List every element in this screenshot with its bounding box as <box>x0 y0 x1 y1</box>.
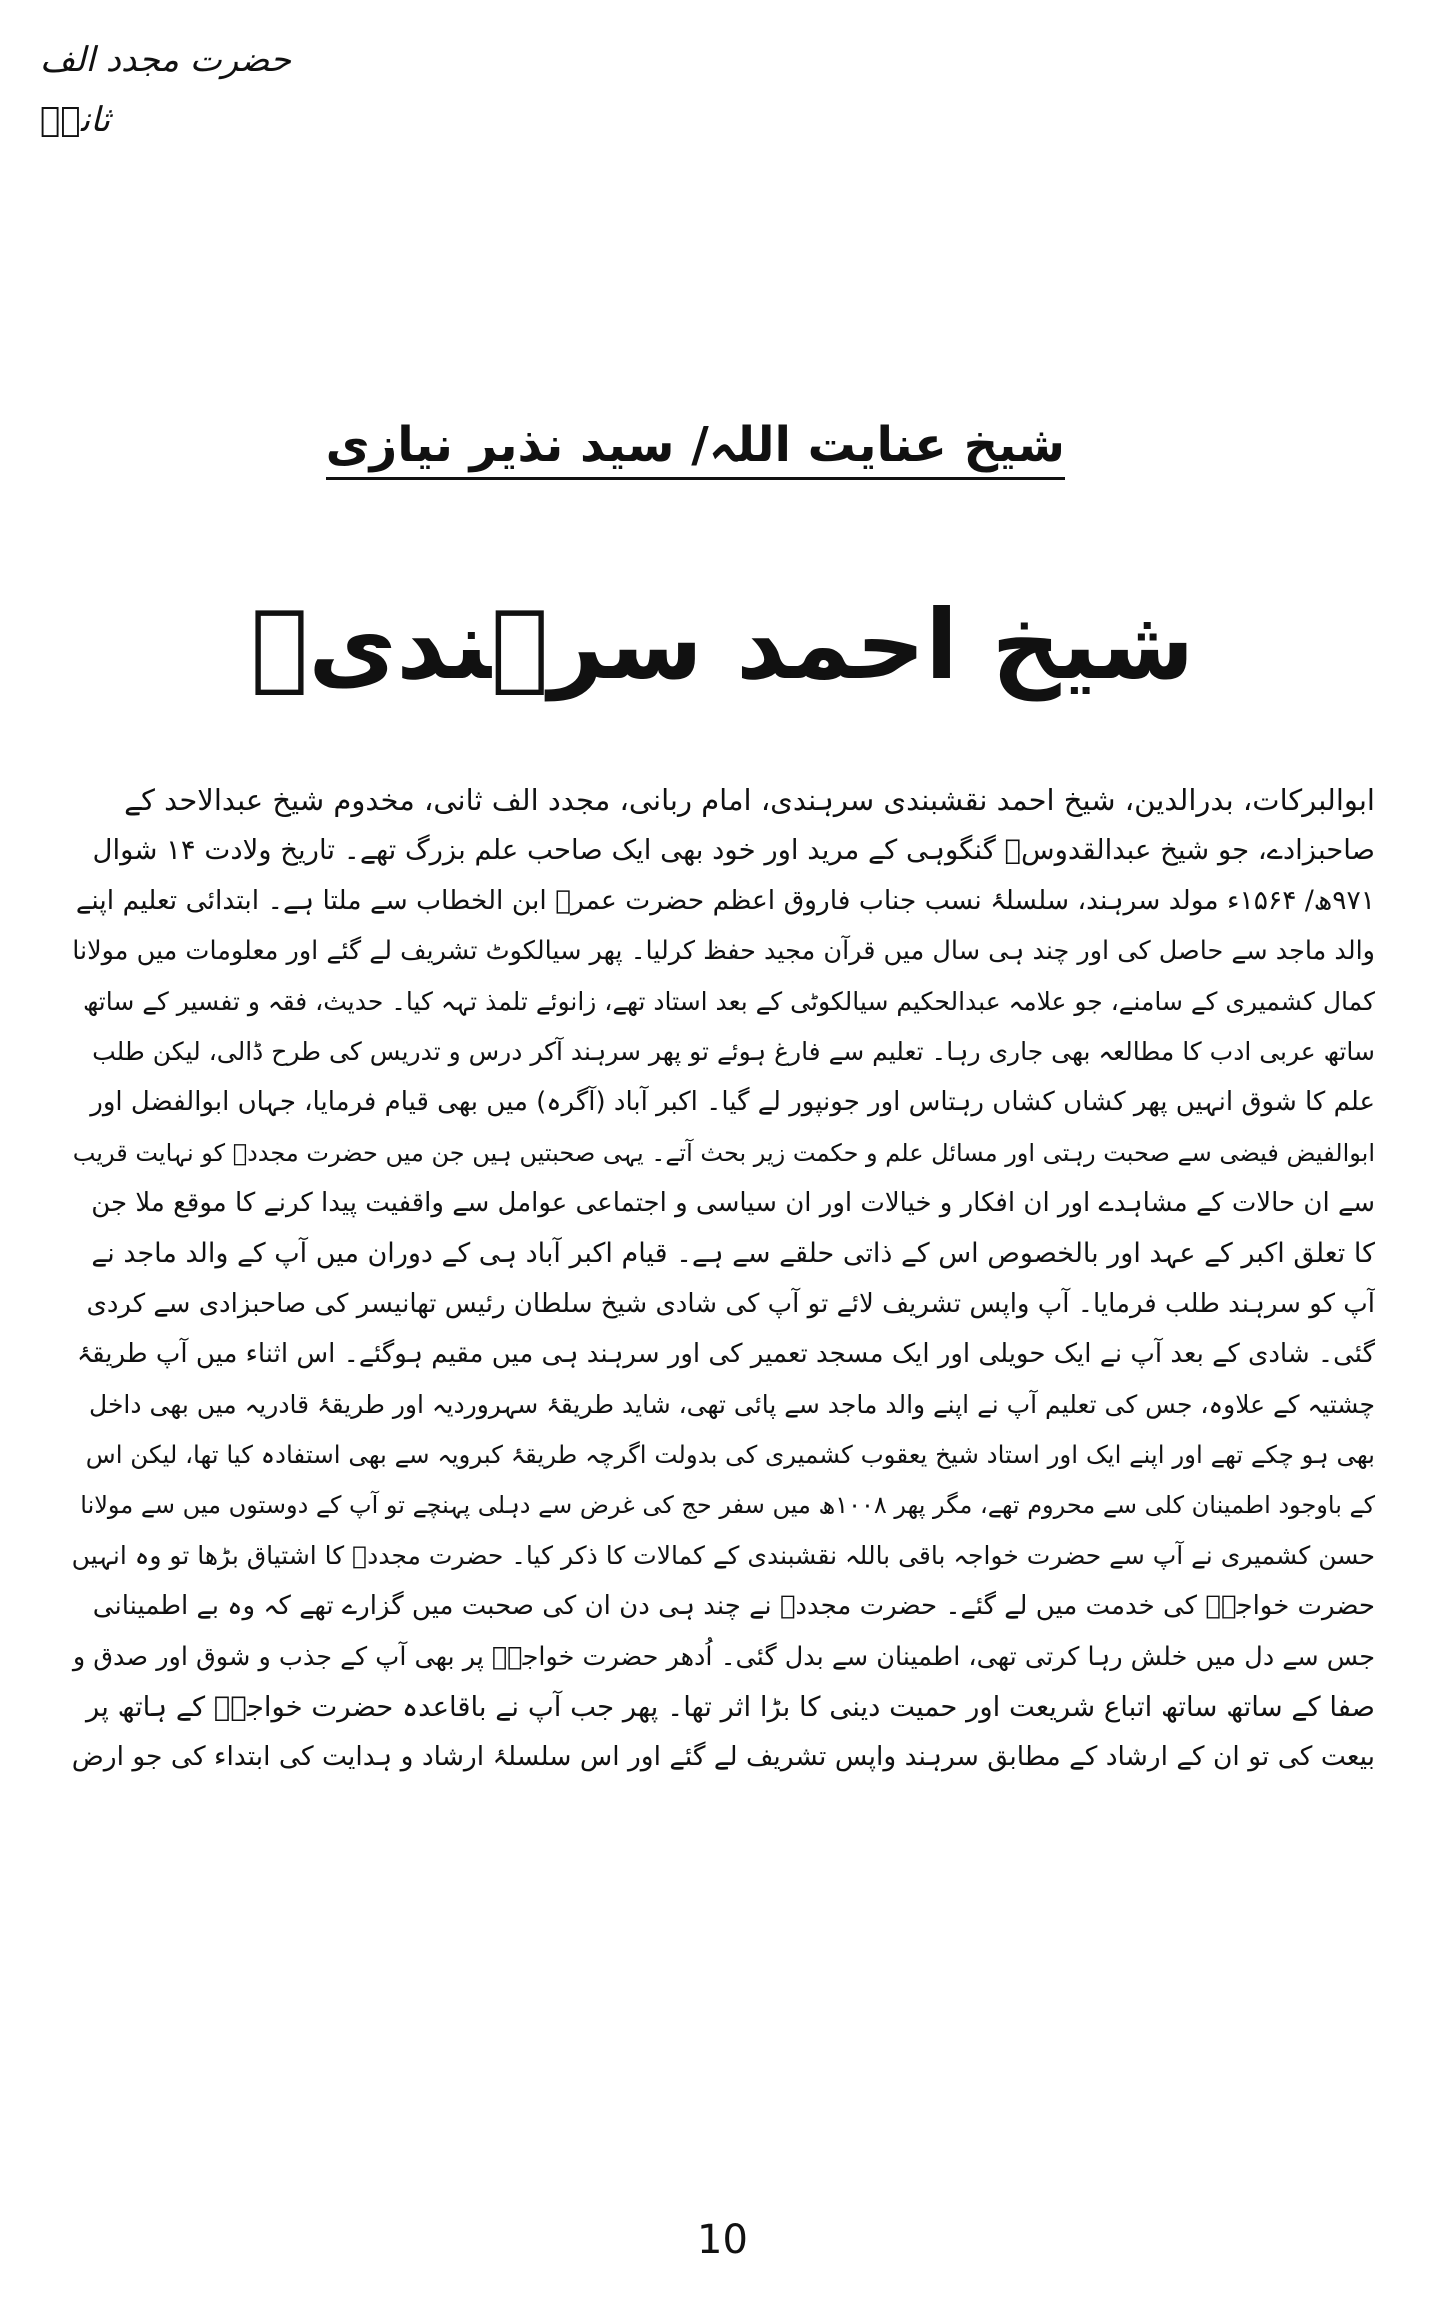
body-line: چشتیہ کے علاوہ، جس کی تعلیم آپ نے اپنے والد ماجد سے پائی تھی، شاید طریقۂ سہروردیہ اور طریقۂ قادریہ میں بھی داخل <box>89 1389 1375 1419</box>
body-line: سے ان حالات کے مشاہدے اور ان افکار و خیالات اور ان سیاسی و اجتماعی عوامل سے واقفیت پیدا کرنے کا موقع ملا جن <box>91 1188 1375 1219</box>
body-line: صاحبزادے، جو شیخ عبدالقدوسؒ گنگوہی کے مرید اور خود بھی ایک صاحب علم بزرگ تھے۔ تاریخ ولادت ۱۴ شوال <box>92 834 1375 867</box>
body-line: والد ماجد سے حاصل کی اور چند ہی سال میں قرآن مجید حفظ کرلیا۔ پھر سیالکوٹ تشریف لے گئے اور معلومات میں مولانا <box>72 936 1375 967</box>
body-line: ساتھ عربی ادب کا مطالعہ بھی جاری رہا۔ تعلیم سے فارغ ہوئے تو پھر سرہند آکر درس و تدریس کی طرح ڈالی، لیکن طلب <box>92 1036 1375 1066</box>
article-title: شیخ احمد سرہندیؒ <box>250 589 1195 701</box>
body-line: ابوالبرکات، بدرالدین، شیخ احمد نقشبندی سرہندی، امام ربانی، مجدد الف ثانی، مخدوم شیخ عبدالاحد کے <box>124 783 1375 817</box>
author-names: شیخ عنایت اللہ/ سید نذیر نیازی <box>326 417 1065 480</box>
body-line: حضرت خواجہؒ کی خدمت میں لے گئے۔ حضرت مجددؒ نے چند ہی دن ان کی صحبت میں گزارے تھے کہ وہ بے اطمینانی <box>92 1591 1375 1622</box>
body-line: کمال کشمیری کے سامنے، جو علامہ عبدالحکیم سیالکوٹی کے بعد استاد تھے، زانوئے تلمذ تہہ کیا۔ حدیث، فقہ و تفسیر کے ساتھ <box>82 986 1375 1016</box>
body-line: بیعت کی تو ان کے ارشاد کے مطابق سرہند واپس تشریف لے گئے اور اس سلسلۂ ارشاد و ہدایت کی ابتداء کی جو ارض <box>71 1741 1375 1773</box>
body-line: کے باوجود اطمینان کلی سے محروم تھے، مگر پھر ۱۰۰۸ھ میں سفر حج کی غرض سے دہلی پہنچے تو آپ کے دوستوں میں سے مولانا <box>80 1491 1375 1520</box>
body-line: جس سے دل میں خلش رہا کرتی تھی، اطمینان سے بدل گئی۔ اُدھر حضرت خواجہؒ پر بھی آپ کے جذب و شوق اور صدق و <box>72 1641 1375 1672</box>
body-line: کا تعلق اکبر کے عہد اور بالخصوص اس کے ذاتی حلقے سے ہے۔ قیام اکبر آباد ہی کے دوران میں آپ کے والد ماجد نے <box>91 1237 1375 1269</box>
body-text <box>70 775 1375 1783</box>
author-line <box>326 405 1065 485</box>
body-line: گئی۔ شادی کے بعد آپ نے ایک حویلی اور ایک مسجد تعمیر کی اور سرہند ہی میں مقیم ہوگئے۔ اس اثناء میں آپ طریقۂ <box>76 1339 1375 1370</box>
body-line: آپ کو سرہند طلب فرمایا۔ آپ واپس تشریف لائے تو آپ کی شادی شیخ سلطان رئیس تھانیسر کی صاحبزادی سے کردی <box>86 1288 1375 1319</box>
body-line: ۹۷۱ھ/ ۱۵۶۴ء مولد سرہند، سلسلۂ نسب جناب فاروق اعظم حضرت عمرؓ ابن الخطاب سے ملتا ہے۔ ابتدائی تعلیم اپنے <box>75 884 1375 916</box>
body-line: ابوالفیض فیضی سے صحبت رہتی اور مسائل علم و حکمت زیر بحث آتے۔ یہی صحبتیں ہیں جن میں حضرت مجددؒ کو نہایت قریب <box>72 1138 1375 1167</box>
body-line: حسن کشمیری نے آپ سے حضرت خواجہ باقی باللہ نقشبندی کے کمالات کا ذکر کیا۔ حضرت مجددؒ کا اشتیاق بڑھا تو وہ انہیں <box>71 1540 1375 1570</box>
running-header: حضرت مجدد الف ثانیؒ <box>40 40 292 140</box>
body-line: صفا کے ساتھ ساتھ اتباع شریعت اور حمیت دینی کا بڑا اثر تھا۔ پھر جب آپ نے باقاعدہ حضرت خواجہؒ کے ہاتھ پر <box>86 1691 1375 1724</box>
page-number: 10 <box>697 2217 748 2263</box>
body-line: بھی ہو چکے تھے اور اپنے ایک اور استاد شیخ یعقوب کشمیری کی بدولت اگرچہ طریقۂ کبرویہ سے بھی استفادہ کیا تھا، لیکن اس <box>85 1440 1375 1470</box>
body-line: علم کا شوق انہیں پھر کشاں کشاں رہتاس اور جونپور لے گیا۔ اکبر آباد (آگرہ) میں بھی قیام فرمایا، جہاں ابوالفضل اور <box>90 1087 1375 1118</box>
